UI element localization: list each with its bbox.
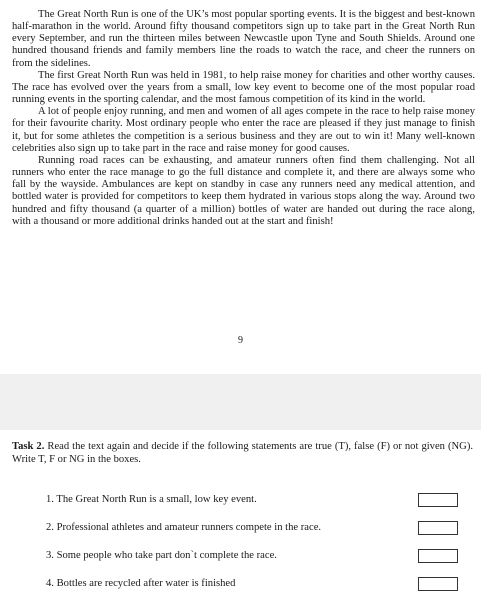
answer-box-3[interactable] <box>418 549 458 563</box>
paragraph-4: Running road races can be exhausting, and amateur runners often find them challenging. Not all runners who enter the race manage to go the full distance and complete it, and there are always some who fall by the wayside. Ambulances are kept on standby in case any runners need any medical attention, and bottled water is provided for competitors to keep them hydrated in various stops along the way. Around two hundred and fifty thousand (a quarter of a million) bottles of water are handed out during the race along, with a thousand or more additional drinks handed out at the start and finish! <box>12 154 475 227</box>
reading-text <box>12 9 475 228</box>
task-section <box>0 430 481 600</box>
paragraph-1: The Great North Run is one of the UK’s most popular sporting events. It is the biggest and best-known half-marathon in the world. Around fifty thousand competitors sign up to take part in the Great North Run every September, and run the thirteen miles between Newcastle upon Tyne and South Shields. Around one hundred thousand friends and family members line the roads to watch the race, and cheer the runners on from the sidelines. <box>12 9 475 69</box>
answer-box-2[interactable] <box>418 521 458 535</box>
page-number: 9 <box>238 335 243 346</box>
paragraph-2: The first Great North Run was held in 1981, to help raise money for charities and other worthy causes. The race has evolved over the years from a small, low key event to become one of the most popular road running events in the sporting calendar, and the most famous competition of its kind in the world. <box>12 69 475 106</box>
task-instruction <box>12 440 473 466</box>
task-title: Task 2. <box>12 441 45 452</box>
paragraph-3: A lot of people enjoy running, and men and women of all ages compete in the race to help raise money for their favourite charity. Most ordinary people who enter the race are pleased if they just manage to finish it, but for some athletes the competition is a serious business and they are out to win it! Many well-known celebrities also sign up to take part in the race and raise money for good causes. <box>12 106 475 154</box>
page-gap <box>0 374 481 430</box>
task-instruction-text: Read the text again and decide if the following statements are true (T), false (F) or not given (NG). Write T, F or NG in the boxes. <box>12 441 474 465</box>
statement-3: 3. Some people who take part don`t complete the race. <box>46 550 277 561</box>
answer-box-1[interactable] <box>418 493 458 507</box>
statement-2: 2. Professional athletes and amateur runners compete in the race. <box>46 522 322 533</box>
statement-4: 4. Bottles are recycled after water is finished <box>46 578 236 589</box>
answer-box-4[interactable] <box>418 577 458 591</box>
statement-1: 1. The Great North Run is a small, low key event. <box>46 494 257 505</box>
